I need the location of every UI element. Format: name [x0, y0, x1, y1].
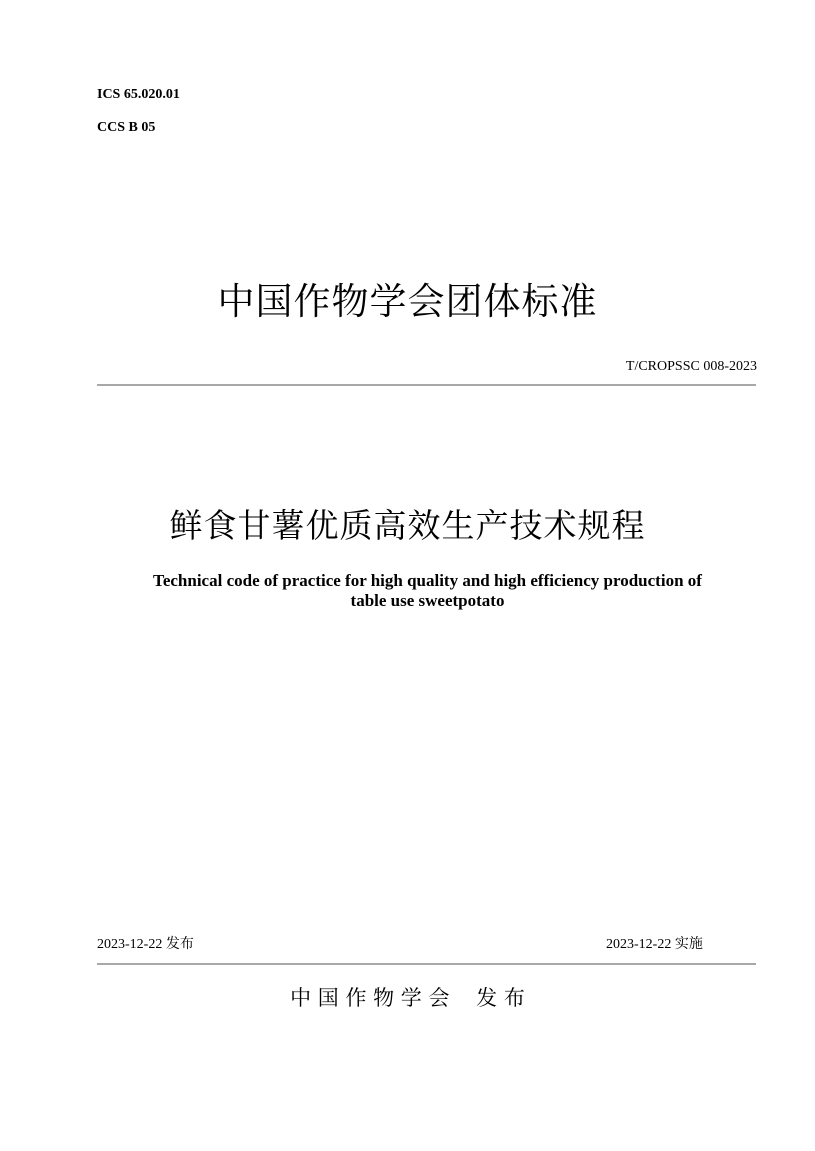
- ccs-code: CCS B 05: [97, 120, 156, 135]
- chinese-title: 鲜食甘薯优质高效生产技术规程: [169, 506, 646, 545]
- implementation-date: 2023-12-22 实施: [606, 937, 703, 952]
- bottom-divider: [97, 963, 756, 965]
- publisher: 中 国 作 物 学 会 发 布: [290, 986, 525, 1010]
- ics-code: ICS 65.020.01: [97, 87, 180, 102]
- issue-date: 2023-12-22 发布: [97, 937, 194, 952]
- english-title-line-2: table use sweetpotato: [350, 591, 505, 610]
- english-title-line-1: Technical code of practice for high quality and high efficiency production of: [153, 571, 702, 590]
- top-divider: [97, 384, 756, 386]
- english-title: [100, 571, 755, 611]
- standard-number: T/CROPSSC 008-2023: [625, 359, 757, 374]
- organization-title: 中国作物学会团体标准: [217, 280, 598, 323]
